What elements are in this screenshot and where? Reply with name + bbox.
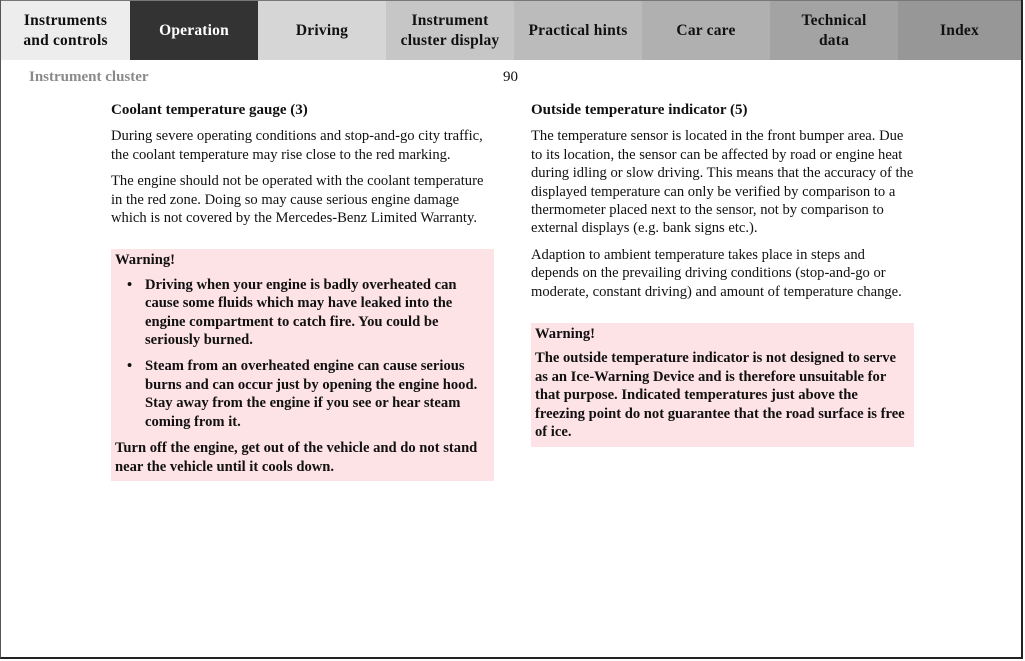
tab-practical-hints[interactable]: Practical hints (514, 1, 642, 60)
warning-bullet-text: Steam from an overheated engine can cause serious burns and can occur just by opening the engine hood. Stay away from the engine if you see or hear steam coming from it. (145, 358, 478, 430)
outside-temperature-section (531, 101, 916, 447)
bullet-icon: • (127, 358, 133, 375)
tab-instruments-and-controls[interactable]: Instruments and controls (1, 1, 130, 60)
warning-title: Warning! (535, 326, 596, 343)
tab-car-care[interactable]: Car care (642, 1, 770, 60)
outside-temp-paragraph-2: Adaption to ambient temperature takes place in steps and depends on the prevailing driving conditions (stop-and-go or moderate, constant driving) and amount of temperature change. (531, 246, 902, 300)
outside-temp-heading: Outside temperature indicator (5) (531, 102, 748, 118)
coolant-heading: Coolant temperature gauge (3) (111, 102, 308, 118)
warning-bullet (115, 276, 490, 350)
warning-bullet-list (115, 276, 490, 431)
coolant-temperature-section (111, 101, 496, 481)
outside-temp-warning-box (531, 323, 914, 446)
bullet-icon: • (127, 276, 133, 293)
page-number: 90 (503, 69, 518, 85)
tab-driving[interactable]: Driving (258, 1, 386, 60)
tab-operation[interactable]: Operation (130, 1, 258, 60)
coolant-warning-box (111, 249, 494, 480)
coolant-paragraph-1: During severe operating conditions and stop-and-go city traffic, the coolant temperature may rise close to the red marking. (111, 128, 483, 163)
warning-bullet-text: Driving when your engine is badly overheated can cause some fluids which may have leaked into the engine compartment to catch fire. You could be seriously burned. (145, 276, 457, 349)
tab-technical-data[interactable]: Technical data (770, 1, 898, 60)
tab-instrument-cluster-display[interactable]: Instrument cluster display (386, 1, 514, 60)
warning-body: The outside temperature indicator is not designed to serve as an Ice-Warning Device and is therefore unsuitable for that purpose. Indicated temperatures just above the freezing point do not guarantee that the road surface is free of ice. (535, 350, 905, 441)
section-title: Instrument cluster (29, 69, 149, 85)
warning-body: Turn off the engine, get out of the vehicle and do not stand near the vehicle until it cools down. (115, 440, 478, 475)
tab-index[interactable]: Index (898, 1, 1021, 60)
warning-title: Warning! (115, 252, 176, 269)
chapter-nav (1, 0, 1021, 61)
outside-temp-paragraph-1: The temperature sensor is located in the front bumper area. Due to its location, the sensor can be affected by road or engine heat during idling or slow driving. This means that the accuracy of the displayed temperature can only be verified by comparison to a thermometer placed next to the sensor, not by comparison to external displays (e.g. bank signs etc.). (531, 128, 914, 237)
warning-bullet (115, 357, 490, 431)
coolant-paragraph-2: The engine should not be operated with the coolant temperature in the red zone. Doing so may cause serious engine damage which is not covered by the Mercedes-Benz Limited Warranty. (111, 173, 484, 227)
